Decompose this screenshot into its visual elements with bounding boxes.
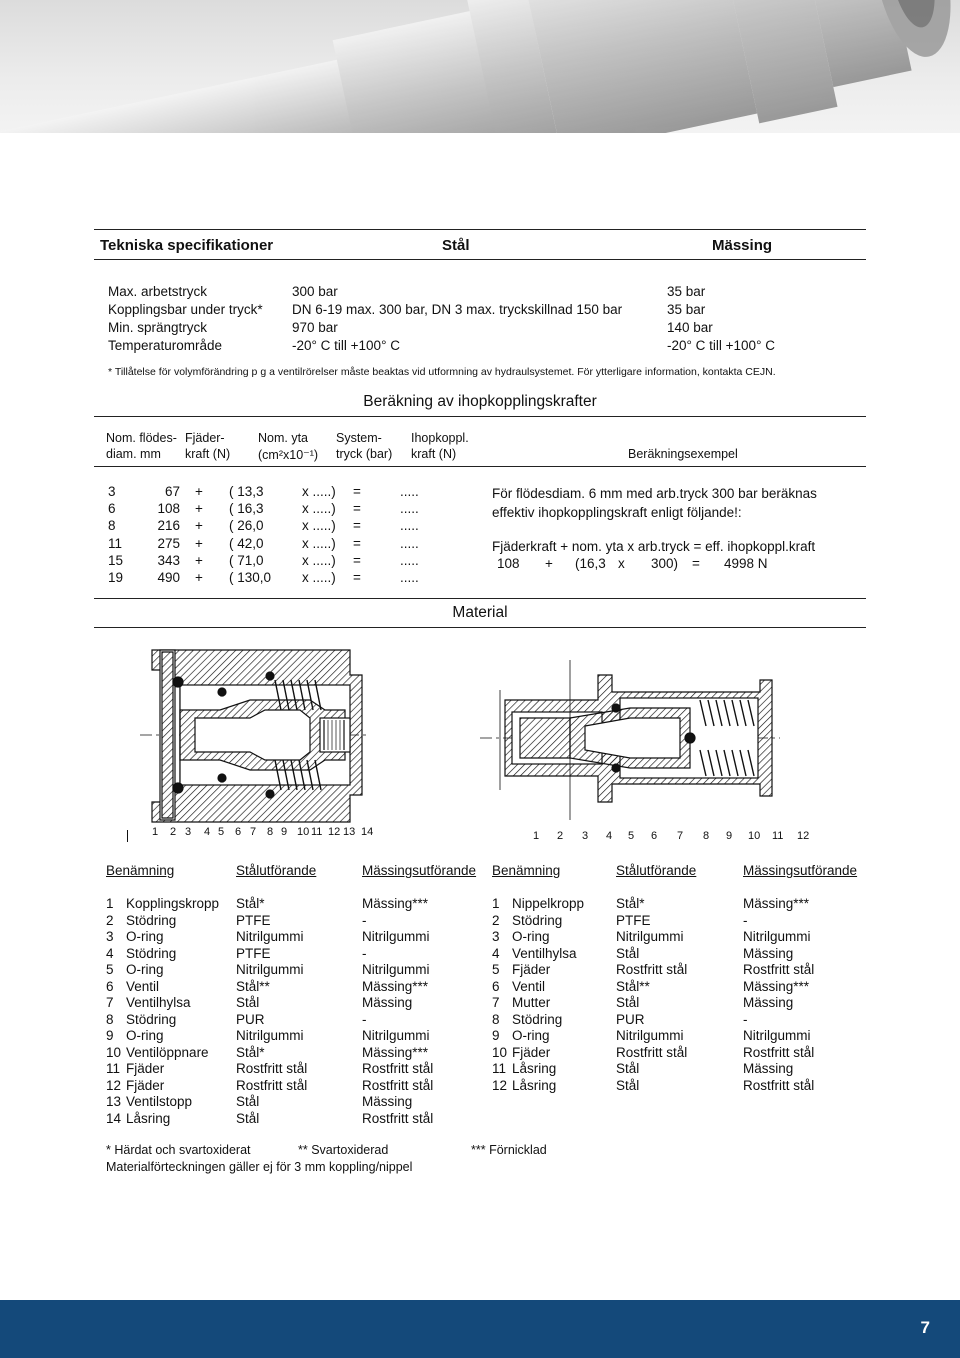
material-item-number: 12 <box>106 1077 122 1093</box>
coupling-section <box>140 650 370 822</box>
material-item-brass: Rostfritt stål <box>743 1044 815 1060</box>
material-item-number: 11 <box>106 1061 121 1076</box>
formula-part: 4998 N <box>724 556 768 571</box>
material-item-name: Ventilhylsa <box>512 945 577 961</box>
calc-cell-r: ..... <box>400 552 419 568</box>
material-item-brass: - <box>743 912 748 928</box>
callout-number: 12 <box>328 826 341 838</box>
material-item-brass: Nitrilgummi <box>743 929 811 944</box>
spec-steel-value: DN 6-19 max. 300 bar, DN 3 max. tryckskillnad 150 bar <box>292 302 623 317</box>
calc-header-line-1: Nom. yta <box>258 431 309 445</box>
spec-label: Max. arbetstryck <box>108 284 208 299</box>
material-item-steel: Stål <box>236 1110 260 1126</box>
calc-cell-x: x .....) <box>302 552 336 568</box>
material-item-steel: Nitrilgummi <box>616 929 684 944</box>
material-item-number: 4 <box>492 945 500 961</box>
material-item-brass: Mässing <box>743 945 794 961</box>
calc-top-rule <box>94 416 866 417</box>
calc-header-line-2: diam. mm <box>106 447 161 461</box>
spec-brass-value: -20° C till +100° C <box>667 338 775 353</box>
calc-header-line-2: kraft (N) <box>411 447 457 461</box>
calc-cell-a: ( 16,3 <box>229 501 264 517</box>
material-item-brass: Nitrilgummi <box>362 1028 430 1043</box>
callout-number: 14 <box>361 826 374 838</box>
calc-cell-r: ..... <box>400 518 419 534</box>
calc-cell-d: 8 <box>108 518 116 534</box>
material-item-name: Fjäder <box>512 962 551 977</box>
material-item-steel: Nitrilgummi <box>236 1028 304 1043</box>
material-item-number: 6 <box>106 978 114 994</box>
footnote-hardened: * Härdat och svartoxiderat <box>106 1143 251 1157</box>
calc-cell-f: 216 <box>157 518 180 534</box>
material-item-number: 5 <box>106 962 114 977</box>
material-item-steel: Rostfritt stål <box>616 1044 688 1060</box>
material-item-number: 3 <box>106 929 114 944</box>
material-item-number: 7 <box>492 995 500 1010</box>
material-item-number: 10 <box>106 1044 122 1060</box>
spec-note: * Tillåtelse för volymförändring p g a ventilrörelser måste beaktas vid utformning av hydraulsystemet. För ytterligare information, kontakta CEJN. <box>108 366 776 378</box>
spec-steel-value: -20° C till +100° C <box>292 338 400 353</box>
material-item-name: Stödring <box>126 945 177 961</box>
callout-number: 11 <box>772 830 784 842</box>
callout-number: 4 <box>606 830 613 842</box>
calc-cell-plus: + <box>195 570 203 585</box>
callout-number: 7 <box>250 826 257 838</box>
material-item-name: Fjäder <box>126 1061 165 1076</box>
calc-header-line-2: kraft (N) <box>185 447 231 461</box>
material-item-steel: Stål* <box>236 896 265 911</box>
callout-number: 2 <box>170 826 177 838</box>
material-item-number: 10 <box>492 1044 508 1060</box>
material-item-brass: Mässing*** <box>362 978 429 994</box>
material-item-name: Mutter <box>512 995 551 1010</box>
calc-cell-f: 343 <box>157 552 180 568</box>
material-item-name: Låsring <box>512 1077 557 1093</box>
material-item-steel: Rostfritt stål <box>236 1061 308 1076</box>
calc-cell-eq: = <box>353 501 361 517</box>
page-footer <box>0 1300 960 1358</box>
calc-cell-eq: = <box>353 552 361 568</box>
calc-cell-plus: + <box>195 501 203 517</box>
material-item-number: 9 <box>492 1028 500 1043</box>
calc-cell-d: 3 <box>108 484 116 499</box>
material-item-name: Fjäder <box>512 1044 551 1060</box>
material-item-brass: Mässing*** <box>362 1044 429 1060</box>
material-item-brass: Nitrilgummi <box>743 1028 811 1043</box>
material-item-number: 6 <box>492 978 500 994</box>
calc-header-line-1: System- <box>336 431 382 445</box>
material-item-steel: Rostfritt stål <box>616 962 688 977</box>
material-item-brass: Mässing <box>743 1061 794 1076</box>
callout-number: 7 <box>677 830 684 842</box>
material-item-steel: PTFE <box>236 945 271 961</box>
material-item-name: O-ring <box>512 1028 550 1043</box>
spec-brass-value: 140 bar <box>667 320 713 335</box>
calc-cell-eq: = <box>353 518 361 534</box>
material-item-name: Stödring <box>126 912 177 928</box>
callout-number: 6 <box>235 826 242 838</box>
callout-number: 3 <box>582 830 589 842</box>
calc-cell-d: 11 <box>108 535 123 551</box>
formula-part: 300) <box>651 556 679 571</box>
material-item-name: Ventil <box>126 978 160 994</box>
material-item-number: 8 <box>492 1011 500 1027</box>
material-item-name: O-ring <box>126 1028 164 1043</box>
material-item-steel: Stål* <box>236 1044 265 1060</box>
material-item-brass: Rostfritt stål <box>362 1077 434 1093</box>
example-line-2: effektiv ihopkopplingskraft enligt följande!: <box>492 505 742 520</box>
formula-part: x <box>618 556 625 571</box>
material-item-number: 1 <box>106 896 114 911</box>
material-item-brass: Mässing <box>362 1094 413 1109</box>
calc-cell-a: ( 13,3 <box>229 484 264 499</box>
calc-cell-eq: = <box>353 484 361 499</box>
callout-number: 1 <box>533 830 540 842</box>
material-item-number: 12 <box>492 1077 508 1093</box>
calc-cell-f: 67 <box>164 484 180 499</box>
callout-number: 9 <box>726 830 733 842</box>
calc-cell-x: x .....) <box>302 484 336 499</box>
material-item-steel: PUR <box>616 1011 645 1027</box>
material-item-name: O-ring <box>126 962 164 977</box>
material-item-steel: Nitrilgummi <box>236 929 304 944</box>
material-item-steel: Stål <box>616 995 640 1010</box>
material-column-header: Benämning <box>106 863 175 878</box>
callout-number: 8 <box>267 826 274 838</box>
material-item-number: 4 <box>106 945 114 961</box>
footnote-scope: Materialförteckningen gäller ej för 3 mm koppling/nippel <box>106 1160 413 1174</box>
calc-header-line-1: Nom. flödes- <box>106 431 177 445</box>
calc-cell-r: ..... <box>400 570 419 585</box>
calc-cell-plus: + <box>195 484 203 499</box>
calc-cell-x: x .....) <box>302 518 336 534</box>
example-line-3: Fjäderkraft + nom. yta x arb.tryck = eff. ihopkoppl.kraft <box>492 539 816 554</box>
calc-cell-eq: = <box>353 570 361 585</box>
calc-cell-f: 108 <box>157 501 180 517</box>
calc-header-line-2: tryck (bar) <box>336 447 393 461</box>
material-item-number: 1 <box>492 896 500 911</box>
material-item-number: 14 <box>106 1110 122 1126</box>
calc-cell-f: 490 <box>157 570 180 585</box>
material-item-number: 2 <box>106 912 114 928</box>
callout-number: 5 <box>628 830 635 842</box>
callout-tick <box>127 830 128 842</box>
material-item-number: 2 <box>492 912 500 928</box>
material-item-brass: Nitrilgummi <box>362 962 430 977</box>
material-item-brass: Rostfritt stål <box>743 962 815 977</box>
formula-part: + <box>545 556 553 571</box>
example-line-1: För flödesdiam. 6 mm med arb.tryck 300 bar beräknas <box>492 486 817 501</box>
calc-header-rule <box>94 466 866 467</box>
page-number: 7 <box>920 1318 930 1337</box>
calc-header-line-1: Fjäder- <box>185 431 225 445</box>
material-column-header: Stålutförande <box>236 863 317 878</box>
callout-number: 1 <box>152 826 159 838</box>
material-item-brass: Mässing*** <box>362 896 429 911</box>
material-item-steel: Nitrilgummi <box>236 962 304 977</box>
material-item-steel: Stål <box>236 1094 260 1109</box>
material-item-steel: PTFE <box>236 912 271 928</box>
calc-header-line-2: (cm²x10⁻¹) <box>258 448 319 462</box>
material-title: Material <box>452 604 508 621</box>
material-item-name: O-ring <box>126 929 164 944</box>
calc-cell-plus: + <box>195 552 203 568</box>
material-item-steel: Stål** <box>616 978 650 994</box>
callout-number: 6 <box>651 830 658 842</box>
material-item-brass: - <box>362 945 367 961</box>
calc-cell-a: ( 130,0 <box>229 570 272 585</box>
calc-cell-d: 15 <box>108 552 124 568</box>
material-item-steel: Stål <box>236 995 260 1010</box>
material-item-name: Stödring <box>512 1011 563 1027</box>
material-item-name: Ventilhylsa <box>126 995 191 1010</box>
material-column-header: Mässingsutförande <box>362 863 477 878</box>
material-item-number: 5 <box>492 962 500 977</box>
spec-brass-heading: Mässing <box>712 237 773 254</box>
material-item-steel: Stål* <box>616 896 645 911</box>
material-item-brass: - <box>362 1011 367 1027</box>
callout-number: 13 <box>343 826 356 838</box>
material-item-number: 3 <box>492 929 500 944</box>
callout-number: 4 <box>204 826 211 838</box>
formula-part: (16,3 <box>575 556 606 571</box>
callout-number: 8 <box>703 830 710 842</box>
callout-number: 11 <box>311 826 323 838</box>
material-item-name: Låsring <box>126 1110 171 1126</box>
material-item-steel: Stål <box>616 1077 640 1093</box>
material-item-name: Ventilstopp <box>126 1094 193 1109</box>
material-item-number: 7 <box>106 995 114 1010</box>
coupling-photo <box>0 0 960 133</box>
callout-number: 9 <box>281 826 288 838</box>
material-item-brass: Mässing <box>362 995 413 1010</box>
hero-image <box>0 0 960 133</box>
calc-cell-r: ..... <box>400 484 419 499</box>
material-item-brass: Mässing*** <box>743 978 810 994</box>
cross-section-drawings <box>100 630 860 845</box>
material-item-name: Ventilöppnare <box>126 1044 209 1060</box>
calc-cell-d: 19 <box>108 570 124 585</box>
material-item-brass: - <box>362 912 367 928</box>
material-item-name: Stödring <box>512 912 563 928</box>
footnote-oxidized: ** Svartoxiderad <box>298 1143 389 1157</box>
spec-steel-value: 300 bar <box>292 284 338 299</box>
spec-top-rule <box>94 229 866 230</box>
callout-number: 10 <box>297 826 310 838</box>
calc-cell-d: 6 <box>108 501 116 517</box>
calc-cell-plus: + <box>195 535 203 551</box>
calc-cell-r: ..... <box>400 535 419 551</box>
material-item-number: 8 <box>106 1011 114 1027</box>
material-item-name: Ventil <box>512 978 546 994</box>
footnote-nickel: *** Förnicklad <box>471 1143 547 1157</box>
callout-number: 2 <box>557 830 564 842</box>
calc-cell-plus: + <box>195 518 203 534</box>
material-item-name: Nippelkropp <box>512 896 585 911</box>
calc-cell-a: ( 42,0 <box>229 535 264 551</box>
spec-brass-value: 35 bar <box>667 284 706 299</box>
spec-label: Kopplingsbar under tryck* <box>108 302 263 317</box>
calc-header-line-1: Ihopkoppl. <box>411 431 469 445</box>
spec-steel-heading: Stål <box>442 237 470 254</box>
calc-cell-x: x .....) <box>302 570 336 585</box>
material-header-rule <box>94 627 866 628</box>
callout-number: 10 <box>748 830 761 842</box>
formula-part: 108 <box>497 556 520 571</box>
material-item-name: Kopplingskropp <box>126 896 220 911</box>
material-item-steel: PTFE <box>616 912 651 928</box>
spec-heading: Tekniska specifikationer <box>100 237 274 254</box>
callout-number: 12 <box>797 830 810 842</box>
material-item-steel: Stål <box>616 945 640 961</box>
spec-steel-value: 970 bar <box>292 320 338 335</box>
material-item-steel: Stål <box>616 1061 640 1076</box>
calc-cell-f: 275 <box>157 535 180 551</box>
spec-header-rule <box>94 259 866 260</box>
callout-number: 5 <box>218 826 225 838</box>
material-item-brass: Rostfritt stål <box>362 1061 434 1076</box>
material-column-header: Stålutförande <box>616 863 697 878</box>
material-item-brass: Rostfritt stål <box>743 1077 815 1093</box>
material-item-steel: PUR <box>236 1011 265 1027</box>
material-item-name: Fjäder <box>126 1077 165 1093</box>
material-top-rule <box>94 598 866 599</box>
material-item-number: 9 <box>106 1028 114 1043</box>
material-item-steel: Nitrilgummi <box>616 1028 684 1043</box>
material-item-steel: Rostfritt stål <box>236 1077 308 1093</box>
material-item-brass: Rostfritt stål <box>362 1110 434 1126</box>
material-item-steel: Stål** <box>236 978 270 994</box>
calc-title: Beräkning av ihopkopplingskrafter <box>363 393 597 410</box>
calc-cell-x: x .....) <box>302 535 336 551</box>
calc-cell-a: ( 71,0 <box>229 552 264 568</box>
material-item-brass: - <box>743 1011 748 1027</box>
material-item-number: 11 <box>492 1061 507 1076</box>
material-item-name: Stödring <box>126 1011 177 1027</box>
spec-label: Temperaturområde <box>108 338 223 353</box>
material-column-header: Mässingsutförande <box>743 863 858 878</box>
calc-cell-eq: = <box>353 535 361 551</box>
material-column-header: Benämning <box>492 863 561 878</box>
calc-cell-r: ..... <box>400 501 419 517</box>
formula-part: = <box>692 556 700 571</box>
spec-brass-value: 35 bar <box>667 302 706 317</box>
nipple-section <box>480 660 780 820</box>
calc-cell-a: ( 26,0 <box>229 518 264 534</box>
material-item-number: 13 <box>106 1094 122 1109</box>
material-item-brass: Nitrilgummi <box>362 929 430 944</box>
callout-number: 3 <box>185 826 192 838</box>
example-heading: Beräkningsexempel <box>628 447 738 461</box>
material-item-brass: Mässing*** <box>743 896 810 911</box>
spec-label: Min. sprängtryck <box>108 320 208 335</box>
material-item-name: Låsring <box>512 1061 557 1076</box>
calc-cell-x: x .....) <box>302 501 336 517</box>
material-item-brass: Mässing <box>743 995 794 1010</box>
material-item-name: O-ring <box>512 929 550 944</box>
